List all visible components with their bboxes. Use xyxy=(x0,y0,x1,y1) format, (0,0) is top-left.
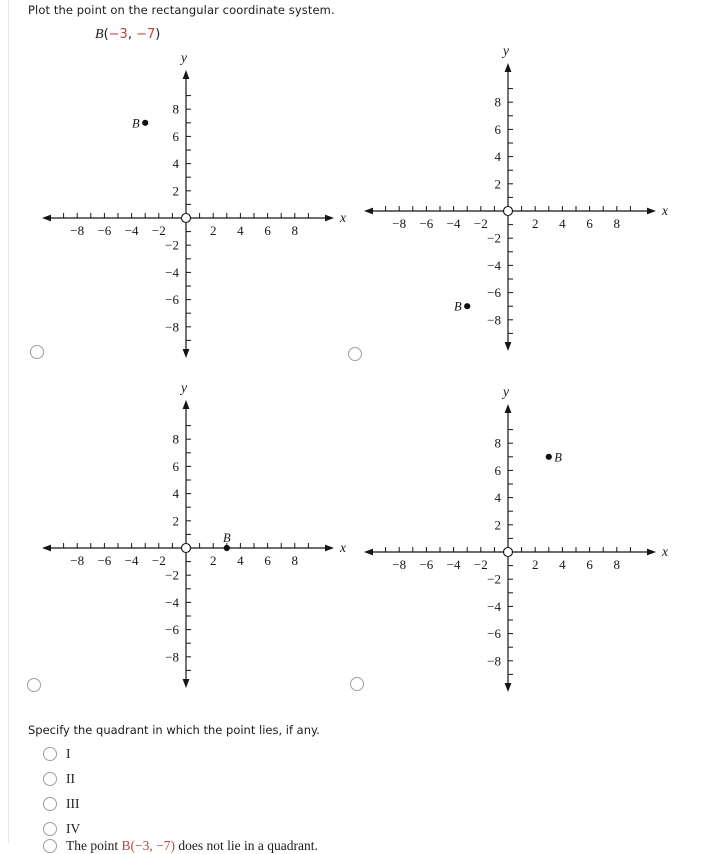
svg-text:−6: −6 xyxy=(419,216,434,231)
svg-text:B: B xyxy=(454,299,462,314)
quadrant-option-III[interactable] xyxy=(43,796,80,812)
svg-text:8: 8 xyxy=(291,223,299,238)
svg-text:−2: −2 xyxy=(473,216,488,231)
svg-text:6: 6 xyxy=(494,462,501,478)
paren-close: ) xyxy=(155,27,161,42)
svg-text:y: y xyxy=(181,50,187,65)
svg-text:6: 6 xyxy=(264,223,271,238)
graph-option-a-radio[interactable] xyxy=(30,345,44,359)
quadrant-option-II-radio[interactable] xyxy=(43,772,57,786)
svg-text:8: 8 xyxy=(613,557,621,572)
svg-text:−4: −4 xyxy=(487,598,501,614)
quadrant-option-III-label[interactable]: III xyxy=(66,796,80,811)
answer-graph-option-d xyxy=(360,384,672,704)
svg-text:y: y xyxy=(503,384,509,399)
svg-text:−8: −8 xyxy=(165,649,179,665)
svg-text:x: x xyxy=(662,544,668,559)
svg-text:6: 6 xyxy=(494,121,501,137)
svg-text:−6: −6 xyxy=(97,223,112,238)
svg-text:8: 8 xyxy=(494,94,501,110)
point-name: B xyxy=(95,27,104,42)
svg-text:−4: −4 xyxy=(446,557,461,572)
answer-graph-option-b xyxy=(360,43,672,363)
svg-text:2: 2 xyxy=(494,176,501,192)
svg-text:6: 6 xyxy=(172,128,179,144)
quadrant-option-II[interactable] xyxy=(43,771,75,787)
quadrant-option-III-radio[interactable] xyxy=(43,797,57,811)
svg-text:B: B xyxy=(554,450,562,465)
quadrant-option-IV-label[interactable]: IV xyxy=(66,821,81,836)
svg-text:−4: −4 xyxy=(124,223,139,238)
svg-text:−8: −8 xyxy=(70,223,85,238)
point-x-value: −3 xyxy=(108,27,128,42)
graph-option-c-radio[interactable] xyxy=(27,678,41,692)
coordinate-grid-option-d xyxy=(360,384,672,700)
coordinate-grid-option-b xyxy=(360,43,672,359)
svg-text:8: 8 xyxy=(613,216,621,231)
svg-text:4: 4 xyxy=(237,553,244,568)
svg-text:−4: −4 xyxy=(165,594,179,610)
svg-text:B: B xyxy=(132,116,140,131)
svg-text:−2: −2 xyxy=(487,571,501,587)
svg-text:4: 4 xyxy=(172,486,179,502)
quadrant-option-IV[interactable] xyxy=(43,821,80,837)
svg-text:4: 4 xyxy=(494,490,501,506)
svg-text:−4: −4 xyxy=(446,216,461,231)
quadrant-option-I-radio[interactable] xyxy=(43,747,57,761)
svg-text:2: 2 xyxy=(494,517,501,533)
svg-text:8: 8 xyxy=(172,431,179,447)
svg-text:2: 2 xyxy=(172,513,179,529)
svg-text:−2: −2 xyxy=(165,567,179,583)
svg-text:x: x xyxy=(662,203,668,218)
quadrant-option-none-clipped[interactable] xyxy=(43,838,318,854)
svg-text:−8: −8 xyxy=(487,312,501,328)
svg-text:−8: −8 xyxy=(392,557,407,572)
graph-option-d-radio[interactable] xyxy=(350,677,364,691)
point-y-value: −7 xyxy=(136,27,156,42)
svg-text:−8: −8 xyxy=(392,216,407,231)
svg-text:−2: −2 xyxy=(487,230,501,246)
svg-text:y: y xyxy=(503,43,509,58)
quadrant-option-I[interactable] xyxy=(43,746,71,762)
quadrant-question-prompt: Specify the quadrant in which the point lies, if any. xyxy=(28,723,320,737)
svg-text:y: y xyxy=(181,380,187,395)
paren-open: ( xyxy=(103,27,109,42)
svg-text:−4: −4 xyxy=(124,553,139,568)
svg-text:4: 4 xyxy=(559,557,566,572)
left-border-line xyxy=(8,0,9,843)
svg-text:−2: −2 xyxy=(151,553,166,568)
svg-text:4: 4 xyxy=(237,223,244,238)
svg-text:6: 6 xyxy=(586,216,593,231)
svg-text:−8: −8 xyxy=(165,319,179,335)
point-expression xyxy=(95,27,160,43)
graph-option-b-radio[interactable] xyxy=(348,347,362,361)
svg-text:−6: −6 xyxy=(97,553,112,568)
svg-text:4: 4 xyxy=(172,156,179,172)
svg-text:2: 2 xyxy=(531,557,539,572)
separator: , xyxy=(127,27,137,42)
svg-text:4: 4 xyxy=(494,149,501,165)
svg-text:2: 2 xyxy=(209,223,217,238)
svg-text:8: 8 xyxy=(494,435,501,451)
quadrant-option-IV-radio[interactable] xyxy=(43,822,57,836)
svg-text:−2: −2 xyxy=(473,557,488,572)
svg-text:−4: −4 xyxy=(165,264,179,280)
svg-text:2: 2 xyxy=(209,553,217,568)
quadrant-option-I-label[interactable]: I xyxy=(66,746,71,761)
svg-text:−2: −2 xyxy=(165,237,179,253)
quadrant-option-none-label: The point B(−3, −7) does not lie in a quadrant. xyxy=(66,838,318,853)
coordinate-grid-option-a xyxy=(38,50,350,366)
svg-text:4: 4 xyxy=(559,216,566,231)
page-title: Plot the point on the rectangular coordinate system. xyxy=(28,3,335,17)
quadrant-option-none-radio[interactable] xyxy=(43,839,57,853)
svg-text:6: 6 xyxy=(586,557,593,572)
svg-text:2: 2 xyxy=(531,216,539,231)
answer-graph-option-a xyxy=(38,50,350,370)
svg-text:−6: −6 xyxy=(165,292,179,308)
svg-text:−6: −6 xyxy=(165,622,179,638)
quadrant-option-II-label[interactable]: II xyxy=(66,771,75,786)
svg-text:−4: −4 xyxy=(487,257,501,273)
svg-text:B: B xyxy=(222,531,231,545)
svg-text:6: 6 xyxy=(264,553,271,568)
svg-text:x: x xyxy=(340,210,346,225)
svg-text:−2: −2 xyxy=(151,223,166,238)
svg-text:x: x xyxy=(340,540,346,555)
svg-text:8: 8 xyxy=(291,553,299,568)
svg-text:−6: −6 xyxy=(487,626,501,642)
svg-text:−8: −8 xyxy=(487,653,501,669)
svg-text:8: 8 xyxy=(172,101,179,117)
svg-text:−8: −8 xyxy=(70,553,85,568)
svg-text:−6: −6 xyxy=(487,285,501,301)
coordinate-grid-option-c xyxy=(38,380,350,696)
answer-graph-option-c xyxy=(38,380,350,700)
svg-text:6: 6 xyxy=(172,458,179,474)
svg-text:2: 2 xyxy=(172,183,179,199)
svg-text:−6: −6 xyxy=(419,557,434,572)
